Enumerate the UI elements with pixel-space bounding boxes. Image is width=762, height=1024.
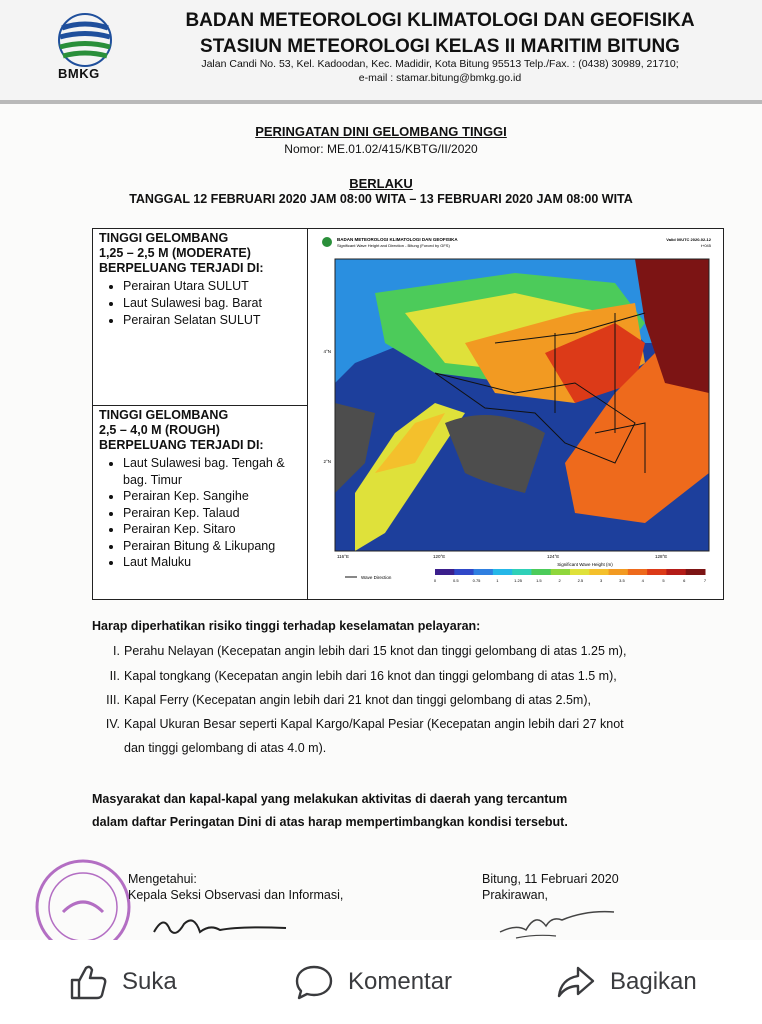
warning-number: III. [106, 693, 120, 707]
area-list [93, 455, 307, 571]
map-title-line2: Significant Wave Height and Direction - Bitung (Forced by GFS) [337, 243, 450, 248]
map-valid-time: Valid 00UTC 2020-02-12 [666, 237, 711, 242]
signer-position: Kepala Seksi Observasi dan Informasi, [128, 888, 344, 902]
validity-period: TANGGAL 12 FEBRUARI 2020 JAM 08:00 WITA – 13 FEBRUARI 2020 JAM 08:00 WITA [129, 192, 633, 206]
legend-tick-label: 1 [496, 578, 499, 583]
warning-number: I. [113, 644, 120, 658]
map-step: t+045 [700, 243, 711, 248]
letterhead [0, 0, 762, 104]
lat-label: 4°N [323, 349, 331, 354]
warning-item: Kapal Ukuran Besar seperti Kapal Kargo/Kapal Pesiar (Kecepatan angin lebih dari 27 knot [124, 717, 624, 731]
legend-tick-label: 4 [641, 578, 644, 583]
signature-icon [496, 902, 616, 940]
legend-swatch [628, 569, 648, 575]
station-name: STASIUN METEOROLOGI KELAS II MARITIM BITUNG [200, 36, 680, 57]
moderate-section [93, 229, 307, 406]
acknowledged-label: Mengetahui: [128, 872, 197, 886]
legend-tick-label: 0.5 [452, 578, 459, 583]
comment-button[interactable] [294, 940, 452, 1024]
validity-label: BERLAKU [349, 176, 413, 191]
list-item: • Laut Sulawesi bag. Barat [123, 295, 307, 312]
legend-tick-label: 3.5 [619, 578, 625, 583]
lon-label: 116°E [337, 554, 349, 559]
arrow-label: Wave Direction [361, 575, 392, 580]
heading-line: BERPELUANG TERJADI DI: [99, 261, 264, 275]
warning-table [92, 228, 724, 600]
lon-label: 120°E [433, 554, 446, 559]
legend-swatch [686, 569, 706, 575]
area-list [93, 278, 307, 329]
legend-swatch [589, 569, 609, 575]
place-date: Bitung, 11 Februari 2020 [482, 872, 619, 886]
legend-tick-label: 0 [433, 578, 437, 583]
share-button[interactable] [556, 940, 697, 1024]
logo-text: BMKG [58, 66, 100, 81]
thumbs-up-icon [68, 962, 108, 1002]
list-item: • Laut Maluku [123, 554, 307, 571]
legend-tick-label: 1.5 [536, 578, 542, 583]
heading-line: TINGGI GELOMBANG [99, 231, 229, 245]
legend-title: Significant Wave Height (m) [557, 562, 613, 567]
warning-item-continuation: dan tinggi gelombang di atas 4.0 m). [124, 741, 327, 755]
heading-line: 2,5 – 4,0 M (ROUGH) [99, 423, 220, 437]
legend-swatch [474, 569, 494, 575]
bmkg-mini-logo-icon [322, 237, 332, 247]
email-line: e-mail : stamar.bitung@bmkg.go.id [358, 72, 522, 84]
area-column [93, 229, 308, 599]
legend-swatch [609, 569, 629, 575]
warning-item: Kapal tongkang (Kecepatan angin lebih dari 16 knot dan tinggi gelombang di atas 1.5 m), [124, 669, 617, 683]
legend-tick-label: 0.75 [472, 578, 481, 583]
comment-label: Komentar [348, 968, 453, 995]
legend-tick-label: 6 [683, 578, 686, 583]
legend-swatch [551, 569, 571, 575]
like-button[interactable] [68, 940, 177, 1024]
official-stamp-icon [28, 852, 138, 940]
legend-tick-label: 5 [662, 578, 665, 583]
map-title-line1: BADAN METEOROLOGI KLIMATOLOGI DAN GEOFISIKA [337, 237, 458, 242]
list-item: • Perairan Utara SULUT [123, 278, 307, 295]
speech-bubble-icon [294, 962, 334, 1002]
legend-colorbar [435, 569, 706, 575]
list-item: • Perairan Bitung & Likupang [123, 538, 307, 555]
list-item: • Perairan Kep. Sangihe [123, 488, 307, 505]
like-label: Suka [122, 968, 177, 995]
legend-swatch [454, 569, 474, 575]
warning-number: II. [109, 669, 120, 683]
legend-tick-label: 1.25 [514, 578, 522, 583]
heading-line: 1,25 – 2,5 M (MODERATE) [99, 246, 251, 260]
warning-item: Kapal Ferry (Kecepatan angin lebih dari 21 knot dan tinggi gelombang di atas 2.5m), [124, 693, 591, 707]
legend-tick-label: 3 [600, 578, 603, 583]
closing-line: dalam daftar Peringatan Dini di atas harap mempertimbangkan kondisi tersebut. [92, 815, 568, 829]
list-item: • Perairan Kep. Talaud [123, 505, 307, 522]
legend-tick-label: 2 [558, 578, 561, 583]
share-arrow-icon [556, 962, 596, 1002]
agency-name: BADAN METEOROLOGI KLIMATOLOGI DAN GEOFISIKA [185, 10, 695, 31]
lon-label: 128°E [655, 554, 668, 559]
rough-section [93, 406, 307, 599]
legend-tick-label: 2.5 [577, 578, 584, 583]
section-heading [93, 229, 307, 276]
heading-line: TINGGI GELOMBANG [99, 408, 229, 422]
legend-swatch [512, 569, 532, 575]
list-item: • Perairan Selatan SULUT [123, 312, 307, 329]
heading-line: BERPELUANG TERJADI DI: [99, 438, 264, 452]
post-action-bar [0, 940, 762, 1024]
legend-swatch [666, 569, 686, 575]
map-plot [335, 259, 709, 551]
wave-height-map [315, 233, 719, 595]
lon-label: 124°E [547, 554, 560, 559]
legend-swatch [435, 569, 455, 575]
share-label: Bagikan [610, 968, 697, 995]
legend-swatch [570, 569, 590, 575]
address-line: Jalan Candi No. 53, Kel. Kadoodan, Kec. Madidir, Kota Bitung 95513 Telp./Fax. : (0438) 30989, 21710; [201, 58, 679, 70]
legend-swatch [531, 569, 551, 575]
section-heading [93, 406, 307, 453]
legend-tick-label: 7 [703, 578, 707, 583]
warning-item: Perahu Nelayan (Kecepatan angin lebih dari 15 knot dan tinggi gelombang di atas 1.25 m), [124, 644, 627, 658]
signature-icon [150, 908, 290, 940]
list-item: • Laut Sulawesi bag. Tengah & bag. Timur [123, 455, 307, 488]
legend-swatch [647, 569, 667, 575]
warning-number: IV. [105, 717, 120, 731]
list-item: • Perairan Kep. Sitaro [123, 521, 307, 538]
forecaster-label: Prakirawan, [482, 888, 548, 902]
warnings-title: Harap diperhatikan risiko tinggi terhadap keselamatan pelayaran: [92, 619, 481, 633]
document-title: PERINGATAN DINI GELOMBANG TINGGI [255, 124, 507, 139]
legend-swatch [493, 569, 513, 575]
document-number: Nomor: ME.01.02/415/KBTG/II/2020 [284, 142, 478, 156]
lat-label: 2°N [323, 459, 331, 464]
closing-line: Masyarakat dan kapal-kapal yang melakukan aktivitas di daerah yang tercantum [92, 792, 568, 806]
